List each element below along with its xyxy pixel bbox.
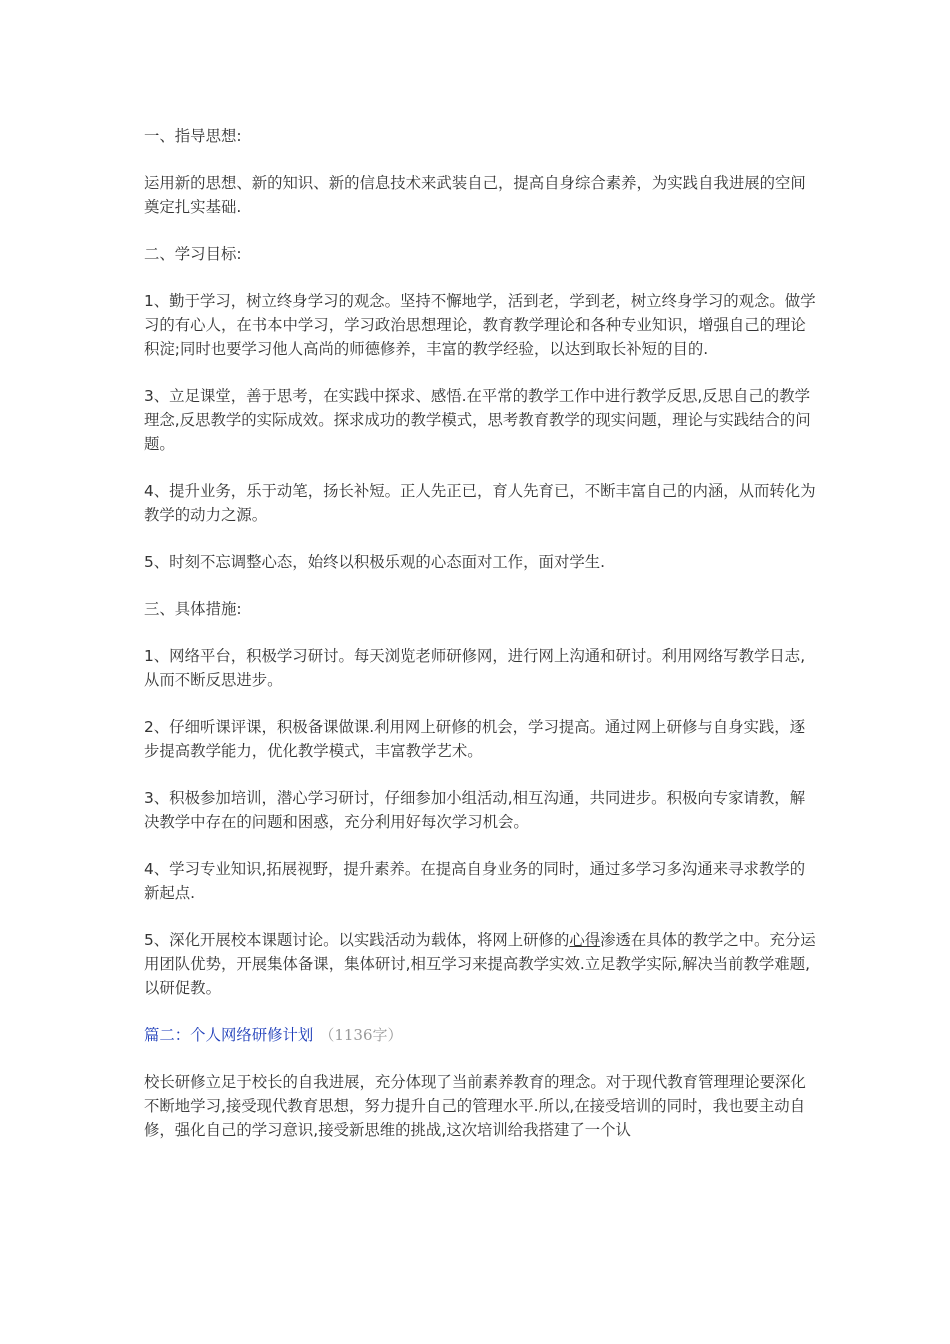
measure-item-3: 3、积极参加培训，潜心学习研讨，仔细参加小组活动,相互沟通，共同进步。积极向专家请教，解决教学中存在的问题和困惑，充分利用好每次学习机会。 — [144, 789, 806, 831]
measure-item-4: 4、学习专业知识,拓展视野，提升素养。在提高自身业务的同时，通过多学习多沟通来寻求教学的新起点. — [144, 860, 806, 902]
measure-item-1: 1、网络平台，积极学习研讨。每天浏览老师研修网，进行网上沟通和研讨。利用网络写教学日志,从而不断反思进步。 — [144, 647, 806, 689]
measure-item-5 — [144, 928, 816, 1000]
section-heading-guiding-ideology: 一、指导思想: — [144, 127, 242, 145]
part2-word-count: （1136字） — [319, 1026, 403, 1044]
goal-item-4: 4、提升业务，乐于动笔，扬长补短。正人先正已，育人先育已，不断丰富自己的内涵，从而转化为教学的动力之源。 — [144, 482, 816, 524]
section-heading-learning-goals: 二、学习目标: — [144, 245, 242, 263]
xinde-link[interactable]: 心得 — [569, 931, 601, 949]
goal-item-5: 5、时刻不忘调整心态，始终以积极乐观的心态面对工作，面对学生. — [144, 553, 606, 571]
section-heading-measures: 三、具体措施: — [144, 600, 242, 618]
part2-title — [144, 1023, 816, 1047]
measure-item-5-text-after: 渗透在具体的教学之中。充分运用团队优势，开展集体备课，集体研讨,相互学习来提高教学实效.立足教学实际,解决当前教学难题,以研促教。 — [144, 931, 816, 997]
measure-item-5-text-before: 5、深化开展校本课题讨论。以实践活动为载体，将网上研修的 — [144, 931, 570, 949]
paragraph-guiding-ideology: 运用新的思想、新的知识、新的信息技术来武装自己，提高自身综合素养，为实践自我进展的空间奠定扎实基础. — [144, 174, 806, 216]
goal-item-3: 3、立足课堂，善于思考，在实践中探求、感悟.在平常的教学工作中进行教学反思,反思自己的教学理念,反思教学的实际成效。探求成功的教学模式，思考教育教学的现实问题，理论与实践结合的问题。 — [144, 387, 811, 453]
document-page — [144, 124, 816, 1165]
goal-item-1: 1、勤于学习，树立终身学习的观念。坚持不懈地学，活到老，学到老，树立终身学习的观念。做学习的有心人，在书本中学习，学习政治思想理论，教育教学理论和各种专业知识，增强自己的理论积淀;同时也要学习他人高尚的师德修养，丰富的教学经验，以达到取长补短的目的. — [144, 292, 816, 358]
measure-item-2: 2、仔细听课评课，积极备课做课.利用网上研修的机会，学习提高。通过网上研修与自身实践，逐步提高教学能力，优化教学模式，丰富教学艺术。 — [144, 718, 806, 760]
paragraph-part2: 校长研修立足于校长的自我进展，充分体现了当前素养教育的理念。对于现代教育管理理论要深化不断地学习,接受现代教育思想，努力提升自己的管理水平.所以,在接受培训的同时，我也要主动自修，强化自己的学习意识,接受新思维的挑战,这次培训给我搭建了一个认 — [144, 1073, 806, 1139]
part2-title-link[interactable]: 篇二：个人网络研修计划 — [144, 1026, 314, 1044]
